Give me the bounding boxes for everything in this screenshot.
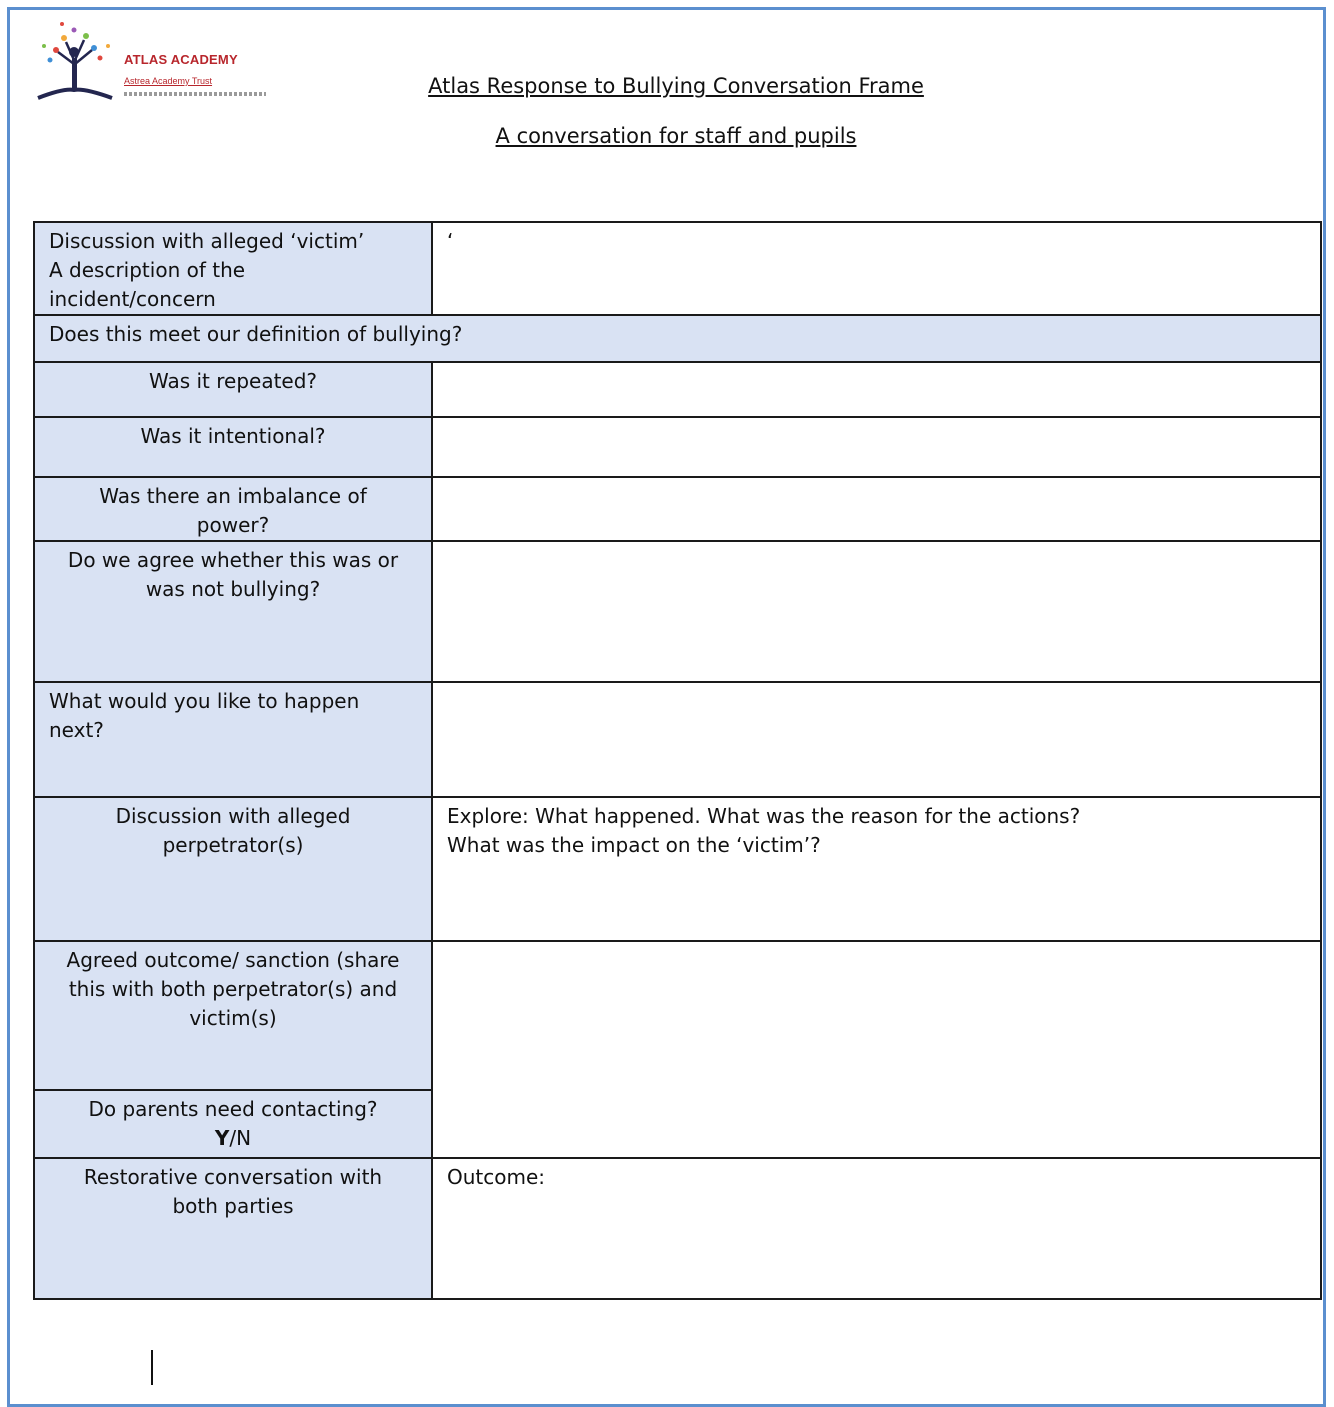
definition-heading: Does this meet our definition of bullying?	[34, 315, 1321, 362]
perpetrator-prompt-line1: Explore: What happened. What was the reason for the actions?	[447, 804, 1081, 828]
victim-discussion-label	[34, 222, 432, 315]
perpetrator-label: Discussion with alleged perpetrator(s)	[34, 797, 432, 941]
agree-field[interactable]	[432, 541, 1321, 682]
victim-discussion-label-line1: Discussion with alleged ‘victim’	[49, 229, 365, 253]
document-title: Atlas Response to Bullying Conversation Frame	[428, 74, 924, 98]
table-row	[34, 477, 1321, 541]
outcome-field[interactable]	[432, 941, 1321, 1158]
parents-label: Do parents need contacting?	[88, 1097, 378, 1121]
table-row	[34, 941, 1321, 1090]
parents-separator: /	[229, 1126, 237, 1150]
next-field[interactable]	[432, 682, 1321, 797]
table-row	[34, 315, 1321, 362]
text-cursor	[151, 1350, 153, 1385]
imbalance-field[interactable]	[432, 477, 1321, 541]
intentional-field[interactable]	[432, 417, 1321, 477]
repeated-label: Was it repeated?	[34, 362, 432, 417]
outcome-label: Agreed outcome/ sanction (share this with both perpetrator(s) and victim(s)	[34, 941, 432, 1090]
intentional-label: Was it intentional?	[34, 417, 432, 477]
document-subtitle: A conversation for staff and pupils	[495, 124, 857, 148]
imbalance-label: Was there an imbalance of power?	[34, 477, 432, 541]
victim-discussion-field[interactable]	[432, 222, 1321, 315]
parents-no[interactable]: N	[236, 1126, 252, 1150]
table-row	[34, 222, 1321, 315]
parents-cell	[34, 1090, 432, 1158]
parents-yes-no	[49, 1124, 417, 1153]
table-row	[34, 362, 1321, 417]
conversation-frame-table	[33, 221, 1322, 1300]
restorative-label: Restorative conversation with both parties	[34, 1158, 432, 1299]
table-row	[34, 682, 1321, 797]
perpetrator-prompt-line2: What was the impact on the ‘victim’?	[447, 833, 821, 857]
victim-discussion-value: ‘	[447, 229, 454, 253]
logo-name: ATLAS ACADEMY	[124, 52, 238, 67]
agree-label: Do we agree whether this was or was not bullying?	[34, 541, 432, 682]
parents-yes[interactable]: Y	[214, 1126, 230, 1150]
restorative-field[interactable]	[432, 1158, 1321, 1299]
next-label: What would you like to happen next?	[34, 682, 432, 797]
table-row	[34, 797, 1321, 941]
logo-trust: Astrea Academy Trust	[124, 76, 213, 86]
table-row	[34, 1158, 1321, 1299]
repeated-field[interactable]	[432, 362, 1321, 417]
perpetrator-field[interactable]	[432, 797, 1321, 941]
table-row	[34, 417, 1321, 477]
table-row	[34, 541, 1321, 682]
victim-discussion-label-line2: A description of the incident/concern	[49, 258, 246, 311]
restorative-outcome-label: Outcome:	[447, 1165, 546, 1189]
